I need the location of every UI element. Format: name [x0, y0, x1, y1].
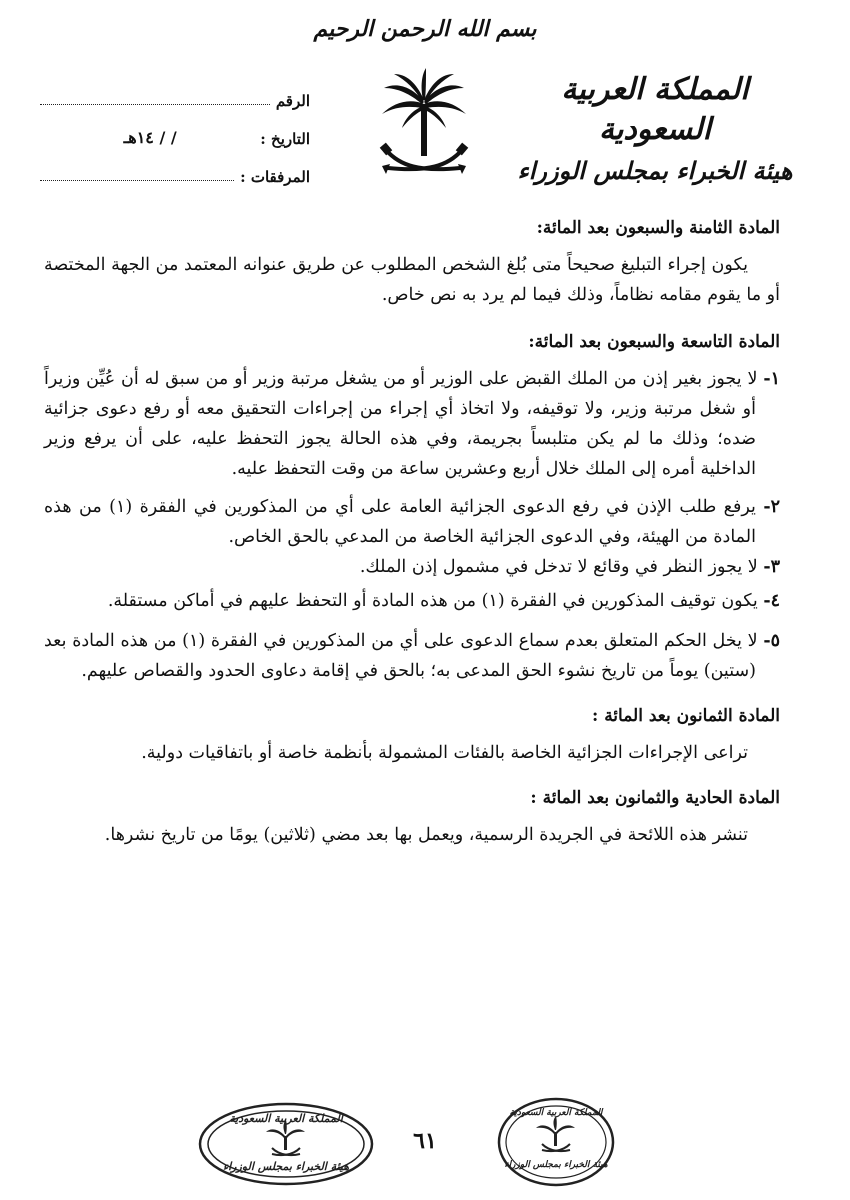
date-placeholder: / / ١٤هـ — [123, 128, 177, 147]
attachments-label: المرفقات : — [240, 168, 310, 186]
attachments-row — [40, 148, 310, 186]
reference-number-dotted-line — [40, 103, 270, 105]
article-181 — [44, 784, 780, 850]
article-178 — [44, 214, 780, 310]
article-heading: المادة الثمانون بعد المائة : — [592, 706, 780, 726]
attachments-dotted-line — [40, 179, 234, 181]
seal-right-top-text: المملكة العربية السعودية — [509, 1108, 603, 1118]
clause-text: لا يجوز بغير إذن من الملك القبض على الوزير أو من يشغل مرتبة وزير أو من سبق له أن عُيِّن وزيراً أو شغل مرتبة وزير، ولا توقيفه، ولا اتخاذ أي إجراء من إجراءات التحقيق معه أو رفع دعوى جزائية ضده؛ وذلك ما لم يكن متلبساً بجريمة، وفي هذه الحالة يجوز التحفظ عليه، على أن يرفع وزير الداخلية أمره إلى الملك خلال أربع وعشرين ساعة من وقت التحفظ عليه. — [44, 369, 758, 479]
seal-left-top-text: المملكة العربية السعودية — [229, 1112, 343, 1125]
clause-text: لا يجوز النظر في وقائع لا تدخل في مشمول إذن الملك. — [359, 557, 758, 577]
article-heading: المادة التاسعة والسبعون بعد المائة: — [528, 332, 780, 352]
page-number: ٦١ — [413, 1128, 437, 1154]
palm-swords-emblem-icon — [376, 68, 472, 190]
article-heading: المادة الثامنة والسبعون بعد المائة: — [536, 218, 780, 238]
document-body — [44, 214, 780, 850]
reference-block — [40, 72, 310, 186]
date-row — [40, 110, 310, 148]
basmala-calligraphy: بسم الله الرحمن الرحيم — [313, 16, 537, 42]
clause-number: ٤- — [763, 591, 780, 611]
article-179 — [44, 328, 780, 686]
article-clause-1 — [44, 364, 780, 484]
clause-number: ١- — [763, 369, 780, 389]
article-paragraph: تراعى الإجراءات الجزائية الخاصة بالفئات المشمولة بأنظمة خاصة أو باتفاقيات دولية. — [141, 743, 748, 763]
article-clause-2 — [44, 492, 780, 552]
article-180 — [44, 702, 780, 768]
reference-number-label: الرقم — [275, 92, 310, 110]
article-clause-4 — [44, 586, 780, 616]
reference-number-row — [40, 72, 310, 110]
article-paragraph: تنشر هذه اللائحة في الجريدة الرسمية، ويعمل بها بعد مضي (ثلاثين) يومًا من تاريخ نشرها. — [104, 825, 748, 845]
clause-text: يرفع طلب الإذن في رفع الدعوى الجزائية العامة على أي من المذكورين في الفقرة (١) من هذه المادة من الهيئة، وفي الدعوى الجزائية الخاصة من المدعي بالحق الخاص. — [44, 497, 756, 547]
seal-right-bottom-text: هيئة الخبراء بمجلس الوزراء — [504, 1160, 608, 1170]
official-seal-right — [496, 1096, 616, 1188]
article-clause-3 — [44, 552, 780, 582]
clause-number: ٢- — [763, 497, 780, 517]
organization-name — [510, 70, 800, 188]
clause-number: ٣- — [763, 557, 780, 577]
article-paragraph: يكون إجراء التبليغ صحيحاً متى بُلغ الشخص المطلوب عن طريق عنوانه المعتمد من الجهة المختصة أو ما يقوم مقامه نظاماً، وذلك فيما لم يرد به نص خاص. — [44, 255, 780, 305]
seal-left-bottom-text: هيئة الخبراء بمجلس الوزراء — [222, 1160, 350, 1173]
org-line-authority: هيئة الخبراء بمجلس الوزراء — [517, 156, 793, 185]
official-seal-left — [196, 1100, 376, 1188]
date-label: التاريخ : — [260, 130, 310, 148]
clause-number: ٥- — [763, 631, 780, 651]
clause-text: لا يخل الحكم المتعلق بعدم سماع الدعوى على أي من المذكورين في الفقرة (١) من هذه المادة بعد (ستين) يوماً من تاريخ نشوء الحق المدعى به؛ بالحق في إقامة دعاوى الحدود والقصاص عليهم. — [44, 631, 758, 681]
clause-text: يكون توقيف المذكورين في الفقرة (١) من هذه المادة أو التحفظ عليهم في أماكن مستقلة. — [107, 591, 758, 611]
org-line-kingdom: المملكة العربية السعودية — [561, 72, 749, 147]
article-heading: المادة الحادية والثمانون بعد المائة : — [530, 788, 780, 808]
article-clause-5 — [44, 626, 780, 686]
